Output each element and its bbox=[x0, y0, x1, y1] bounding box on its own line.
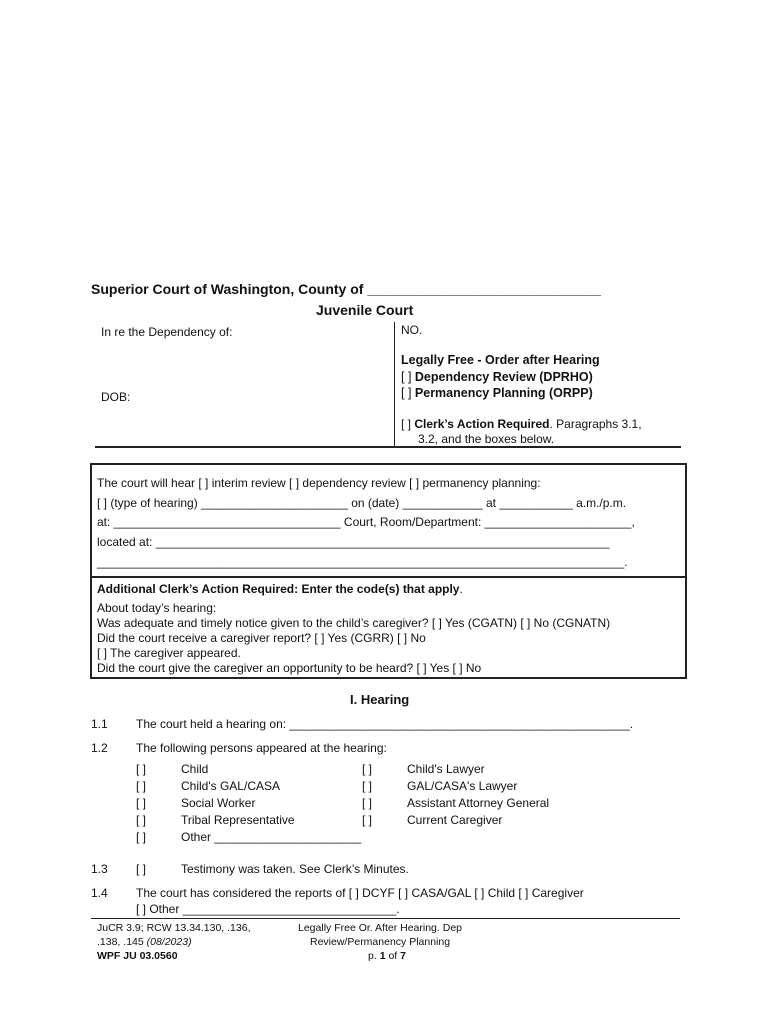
option-dprho bbox=[401, 370, 593, 384]
notice-line-2: [ ] (type of hearing) ______________________ on (date) ____________ at ___________ a.m./p.m. bbox=[97, 496, 627, 510]
clerk-codes-line-5: Did the court give the caregiver an opportunity to be heard? [ ] Yes [ ] No bbox=[97, 661, 482, 675]
clerk-action-checkbox[interactable]: [ ] bbox=[401, 417, 415, 431]
checkbox-child-lawyer[interactable]: [ ] bbox=[362, 762, 373, 776]
footer-rule bbox=[91, 918, 680, 919]
checkbox-other[interactable]: [ ] bbox=[136, 830, 147, 844]
dprho-checkbox[interactable]: [ ] bbox=[401, 370, 415, 384]
para-1-4-number: 1.4 bbox=[91, 886, 108, 900]
footer-form-name-2: Review/Permanency Planning bbox=[310, 936, 451, 948]
dprho-label: Dependency Review (DPRHO) bbox=[414, 370, 593, 384]
in-re-label: In re the Dependency of: bbox=[101, 325, 233, 339]
label-gal-lawyer: GAL/CASA's Lawyer bbox=[407, 779, 518, 793]
label-other: Other ______________________ bbox=[181, 830, 362, 844]
clerk-codes-line-4: [ ] The caregiver appeared. bbox=[97, 646, 241, 660]
case-number-label: NO. bbox=[401, 323, 423, 337]
para-1-1-text: The court held a hearing on: ___________________________________________________. bbox=[136, 717, 634, 731]
label-aag: Assistant Attorney General bbox=[407, 796, 550, 810]
label-child-lawyer: Child's Lawyer bbox=[407, 762, 485, 776]
option-orpp bbox=[401, 386, 593, 400]
footer-citation-1: JuCR 3.9; RCW 13.34.130, .136, bbox=[97, 922, 251, 934]
clerk-codes-line-2: Was adequate and timely notice given to the child’s caregiver? [ ] Yes (CGATN) [ ] No (CGNATN) bbox=[97, 616, 611, 630]
checkbox-gal-lawyer[interactable]: [ ] bbox=[362, 779, 373, 793]
clerk-action-rest: . Paragraphs 3.1, bbox=[549, 417, 642, 431]
checkbox-aag[interactable]: [ ] bbox=[362, 796, 373, 810]
para-1-1-number: 1.1 bbox=[91, 717, 108, 731]
checkbox-child-gal[interactable]: [ ] bbox=[136, 779, 147, 793]
clerk-action-line2: 3.2, and the boxes below. bbox=[418, 432, 555, 446]
notice-line-4: located at: ____________________________________________________________________ bbox=[97, 535, 610, 549]
caption-divider bbox=[394, 322, 395, 446]
para-1-4-text-2: [ ] Other ________________________________. bbox=[136, 902, 400, 916]
para-1-4-text: The court has considered the reports of [ ] DCYF [ ] CASA/GAL [ ] Child [ ] Caregiver bbox=[136, 886, 584, 900]
para-1-3-number: 1.3 bbox=[91, 862, 108, 876]
clerk-codes-line-1: About today’s hearing: bbox=[97, 601, 217, 615]
court-title: Superior Court of Washington, County of ______________________________ bbox=[91, 281, 601, 297]
footer-form-number: WPF JU 03.0560 bbox=[97, 950, 178, 962]
notice-line-3: at: __________________________________ Court, Room/Department: ______________________, bbox=[97, 515, 635, 529]
checkbox-testimony[interactable]: [ ] bbox=[136, 862, 147, 876]
section-heading-hearing: I. Hearing bbox=[350, 692, 410, 707]
checkbox-social-worker[interactable]: [ ] bbox=[136, 796, 147, 810]
dob-label: DOB: bbox=[101, 390, 131, 404]
orpp-label: Permanency Planning (ORPP) bbox=[414, 386, 593, 400]
footer-page-number: p. 1 of 7 bbox=[368, 950, 406, 962]
orpp-checkbox[interactable]: [ ] bbox=[401, 386, 415, 400]
clerk-action-line bbox=[401, 417, 642, 431]
footer-citation-2: .138, .145 (08/2023) bbox=[97, 936, 192, 948]
para-1-3-text: Testimony was taken. See Clerk’s Minutes. bbox=[181, 862, 409, 876]
para-1-2-number: 1.2 bbox=[91, 741, 108, 755]
juvenile-court-title: Juvenile Court bbox=[316, 302, 414, 318]
para-1-2-text: The following persons appeared at the hearing: bbox=[136, 741, 387, 755]
footer-form-name-1: Legally Free Or. After Hearing. Dep bbox=[298, 922, 462, 934]
clerk-codes-title: Additional Clerk’s Action Required: Enter the code(s) that apply. bbox=[97, 582, 463, 596]
label-child-gal: Child's GAL/CASA bbox=[181, 779, 280, 793]
label-tribal-rep: Tribal Representative bbox=[181, 813, 295, 827]
checkbox-child[interactable]: [ ] bbox=[136, 762, 147, 776]
notice-line-5: _______________________________________________________________________________. bbox=[97, 555, 628, 569]
label-social-worker: Social Worker bbox=[181, 796, 256, 810]
form-title: Legally Free - Order after Hearing bbox=[401, 353, 600, 367]
label-child: Child bbox=[181, 762, 209, 776]
clerk-action-bold: Clerk’s Action Required bbox=[414, 417, 550, 431]
checkbox-tribal-rep[interactable]: [ ] bbox=[136, 813, 147, 827]
caption-bottom-rule bbox=[95, 446, 681, 448]
label-current-caregiver: Current Caregiver bbox=[407, 813, 503, 827]
clerk-codes-line-3: Did the court receive a caregiver report? [ ] Yes (CGRR) [ ] No bbox=[97, 631, 426, 645]
checkbox-current-caregiver[interactable]: [ ] bbox=[362, 813, 373, 827]
notice-line-1: The court will hear [ ] interim review [ ] dependency review [ ] permanency planning: bbox=[97, 476, 541, 490]
